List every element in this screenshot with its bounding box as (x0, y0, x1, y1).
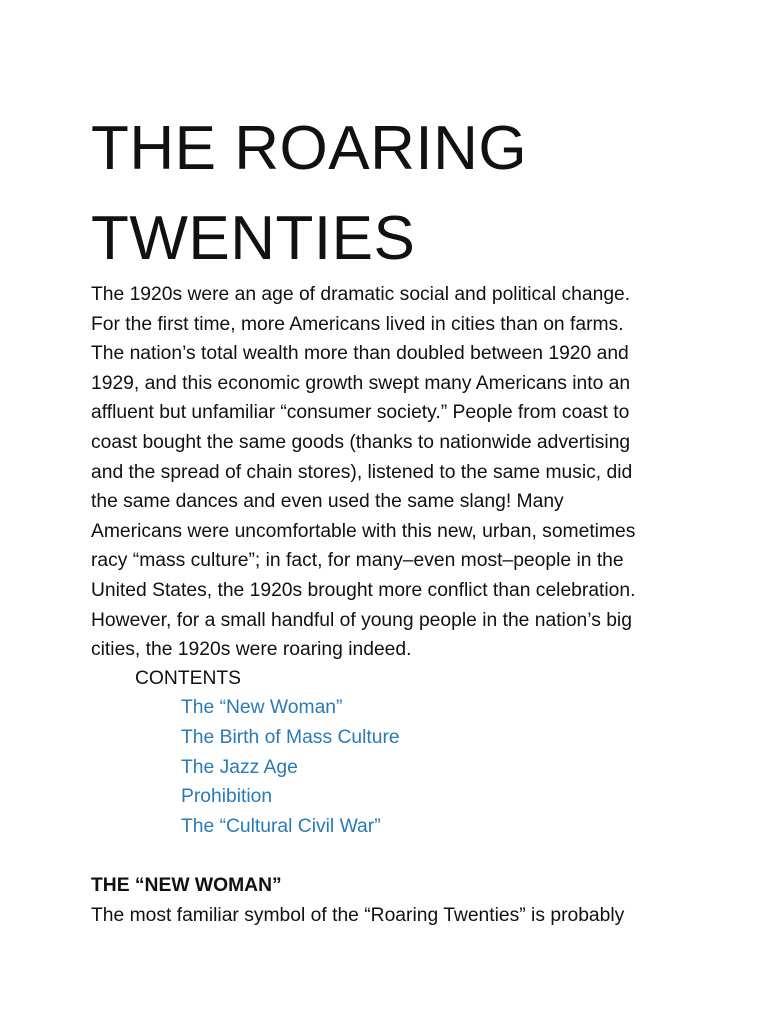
toc-item (181, 782, 400, 812)
intro-line: United States, the 1920s brought more conflict than celebration. (91, 579, 636, 601)
intro-line: The 1920s were an age of dramatic social and political change. (91, 284, 631, 305)
toc-item (181, 723, 400, 753)
intro-line: For the first time, more Americans lived in cities than on farms. (91, 313, 624, 335)
intro-line: and the spread of chain stores), listened to the same music, did (91, 461, 633, 483)
toc-item (181, 693, 400, 723)
intro-line: The nation’s total wealth more than doubled between 1920 and (91, 343, 629, 365)
page-title (91, 104, 527, 284)
toc-link-mass-culture[interactable]: The Birth of Mass Culture (181, 726, 400, 748)
intro-line: the same dances and even used the same slang! Many (91, 491, 564, 513)
toc-item (181, 812, 400, 842)
title-line-2: TWENTIES (91, 204, 416, 273)
intro-line: affluent but unfamiliar “consumer society.” People from coast to (91, 402, 630, 424)
intro-line: Americans were uncomfortable with this new, urban, sometimes (91, 520, 636, 542)
intro-line: racy “mass culture”; in fact, for many–even most–people in the (91, 550, 624, 572)
section-paragraph: The most familiar symbol of the “Roaring Twenties” is probably (91, 905, 625, 926)
intro-line: However, for a small handful of young people in the nation’s big (91, 609, 632, 631)
table-of-contents (181, 693, 400, 842)
section-heading: THE “NEW WOMAN” (91, 875, 282, 896)
intro-line: 1929, and this economic growth swept many Americans into an (91, 372, 631, 394)
intro-line: coast bought the same goods (thanks to nationwide advertising (91, 431, 631, 453)
toc-link-jazz-age[interactable]: The Jazz Age (181, 756, 298, 778)
toc-item (181, 753, 400, 783)
contents-heading: CONTENTS (135, 668, 242, 689)
intro-line: cities, the 1920s were roaring indeed. (91, 639, 412, 661)
title-line-1: THE ROARING (91, 114, 528, 183)
toc-link-new-woman[interactable]: The “New Woman” (181, 697, 343, 718)
toc-link-cultural-civil-war[interactable]: The “Cultural Civil War” (181, 816, 381, 838)
intro-paragraph (91, 280, 671, 665)
toc-link-prohibition[interactable]: Prohibition (181, 786, 273, 808)
